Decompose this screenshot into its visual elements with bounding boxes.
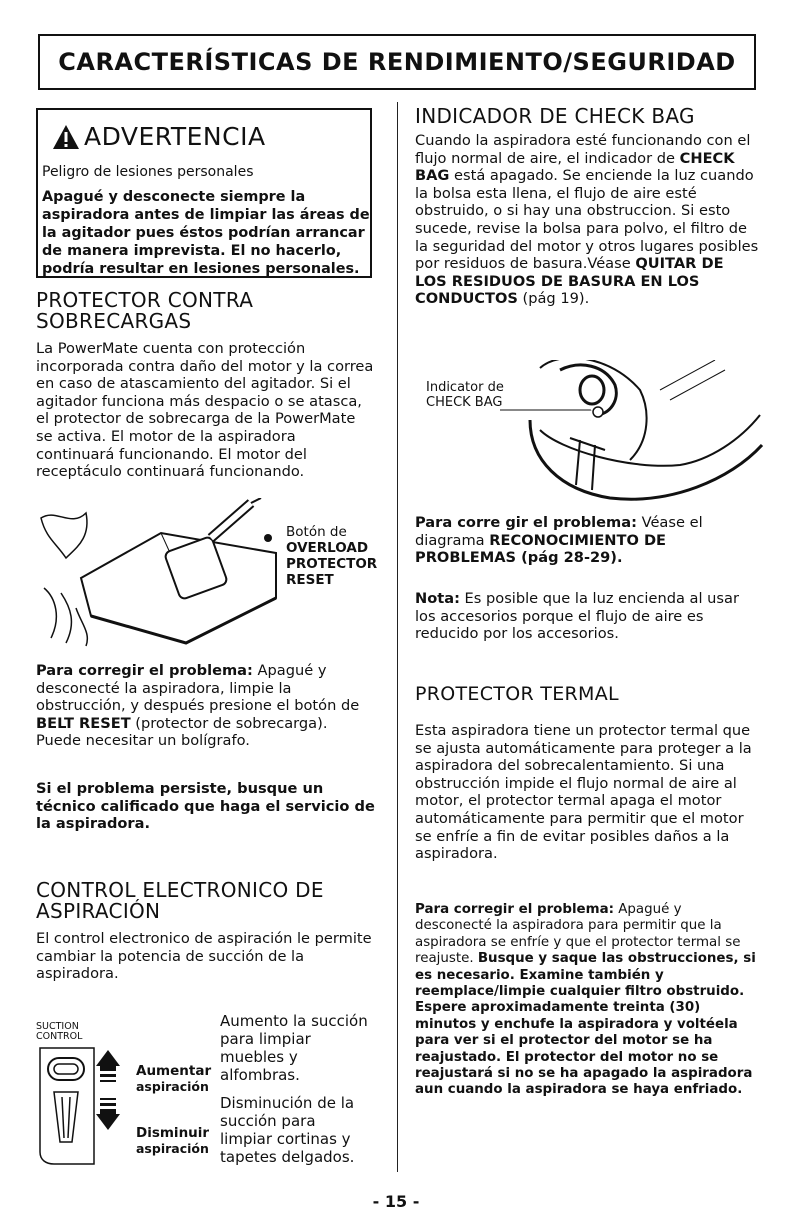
overload-reset-callout (286, 524, 377, 588)
checkbag-body-bold2: QUITAR DE LOS RESIDUOS DE BASURA EN LOS CONDUCTOS (415, 255, 724, 308)
checkbag-fix-label: Para corre gir el problema: (415, 514, 637, 531)
callout-line-1: Botón de (286, 524, 347, 540)
warning-text: Apagué y desconecte siempre la aspiradora antes de limpiar las áreas de la agitador pues éstos podrían arrancar de manera imprevista. El no hacerlo, podría resultar en lesiones personales. (42, 189, 370, 277)
callout-line-2: OVERLOAD (286, 540, 369, 556)
suction-control-label (36, 1022, 82, 1042)
checkbag-heading: INDICADOR DE CHECK BAG (415, 104, 695, 128)
thermal-heading: PROTECTOR TERMAL (415, 683, 619, 705)
checkbag-fix-bold: RECONOCIMIENTO DE PROBLEMAS (pág 28-29). (415, 531, 667, 567)
checkbag-body-bold1: CHECK BAG (415, 149, 735, 185)
increase-label (136, 1064, 211, 1094)
checkbag-body-mid: está apagado. Se enciende la luz cuando la bolsa esta llena, el flujo de aire esté obstruido, o si hay una obstruccion. Si esto sucede, revise la bolsa para polvo, el filtro de la seguridad del motor y otros lugares posibles por residuos de basura.Véase (415, 167, 759, 273)
checkbag-body (415, 132, 760, 308)
callout-line-4: RESET (286, 572, 334, 588)
suction-control-illustration (34, 1042, 130, 1168)
checkbag-callout-1: Indicator de (426, 380, 504, 395)
warning-triangle-icon (52, 124, 80, 150)
page-title: CARACTERÍSTICAS DE RENDIMIENTO/SEGURIDAD (38, 34, 756, 90)
increase-label-2: aspiración (136, 1079, 209, 1094)
warning-heading: ADVERTENCIA (84, 122, 266, 151)
increase-label-1: Aumentar (136, 1063, 212, 1079)
checkbag-illustration (500, 360, 770, 508)
overload-persist: Si el problema persiste, busque un técnico calificado que haga el servicio de la aspiradora. (36, 780, 375, 833)
callout-line-3: PROTECTOR (286, 556, 378, 572)
decrease-label-2: aspiración (136, 1141, 209, 1156)
fix-label: Para corregir el problema: (36, 662, 253, 679)
page-number: - 15 - (372, 1192, 420, 1211)
suction-heading: CONTROL ELECTRONICO DE ASPIRACIÓN (36, 878, 324, 923)
column-divider (397, 102, 398, 1172)
thermal-body: Esta aspiradora tiene un protector termal que se ajusta automáticamente para proteger a la aspiradora del sobrecalentamiento. Si una obstrucción impide el flujo normal de aire al motor, el protector termal apaga el motor automáticamente para permitir que el motor se enfríe a fin de evitar posibles daños a la aspiradora. (415, 722, 752, 863)
checkbag-fix (415, 514, 760, 567)
suction-label-1: SUCTION (36, 1021, 79, 1032)
fix-bold: BELT RESET (36, 714, 131, 732)
overload-fix (36, 662, 376, 750)
decrease-label (136, 1126, 209, 1156)
powerhead-illustration (36, 498, 286, 648)
suction-label-2: CONTROL (36, 1031, 83, 1042)
fix-text: Apagué y desconecté la aspiradora, limpie la obstrucción, y después presione el botón de (36, 662, 360, 715)
overload-body: La PowerMate cuenta con protección incorporada contra daño del motor y la correa en caso de atascamiento del agitador. Si el agitador funciona más despacio o se atasca, el protector de sobrecarga de la PowerMate se activa. El motor de la aspiradora continuará funcionando. El motor del receptáculo continuará funcionando. (36, 340, 374, 481)
overload-heading: PROTECTOR CONTRA SOBRECARGAS (36, 288, 254, 333)
checkbag-callout-2: CHECK BAG (426, 395, 503, 410)
fix-tail: (protector de sobrecarga). Puede necesitar un bolígrafo. (36, 714, 328, 750)
warning-box (36, 108, 372, 278)
checkbag-note (415, 590, 760, 643)
decrease-text: Disminución de la succión para limpiar cortinas y tapetes delgados. (220, 1094, 355, 1166)
thermal-fix-text: Apagué y desconecté la aspiradora para permitir que la aspiradora se enfríe y que el protector termal se reajuste. (415, 902, 741, 967)
checkbag-body-tail: (pág 19). (517, 290, 590, 308)
checkbag-body-pre: Cuando la aspiradora esté funcionando con el flujo normal de aire, el indicador de (415, 132, 751, 167)
decrease-label-1: Disminuir (136, 1125, 210, 1141)
warning-subheading: Peligro de lesiones personales (42, 164, 254, 180)
increase-text: Aumento la succión para limpiar muebles y alfombras. (220, 1012, 368, 1084)
thermal-fix-label: Para corregir el problema: (415, 902, 614, 917)
checkbag-note-label: Nota: (415, 590, 460, 607)
thermal-fix-bold: Busque y saque las obstrucciones, si es necesario. Examine también y reemplace/limpie cualquier filtro obstruido. Espere aproximadamente treinta (30) minutos y enchufe la aspiradora y voltéela para ver si el protector del motor se ha reajustado. El protector del motor no se reajustará si no se ha apagado la aspiradora aun cuando la aspiradora se haya enfriado. (415, 951, 756, 1098)
thermal-fix (415, 902, 760, 1099)
checkbag-note-text: Es posible que la luz encienda al usar los accesorios porque el flujo de aire es reducido por los accesorios. (415, 590, 739, 643)
checkbag-fix-text: Véase el diagrama (415, 514, 703, 549)
checkbag-callout (426, 380, 504, 410)
warning-heading-row (52, 122, 266, 151)
suction-body: El control electronico de aspiración le permite cambiar la potencia de succión de la aspiradora. (36, 930, 372, 983)
